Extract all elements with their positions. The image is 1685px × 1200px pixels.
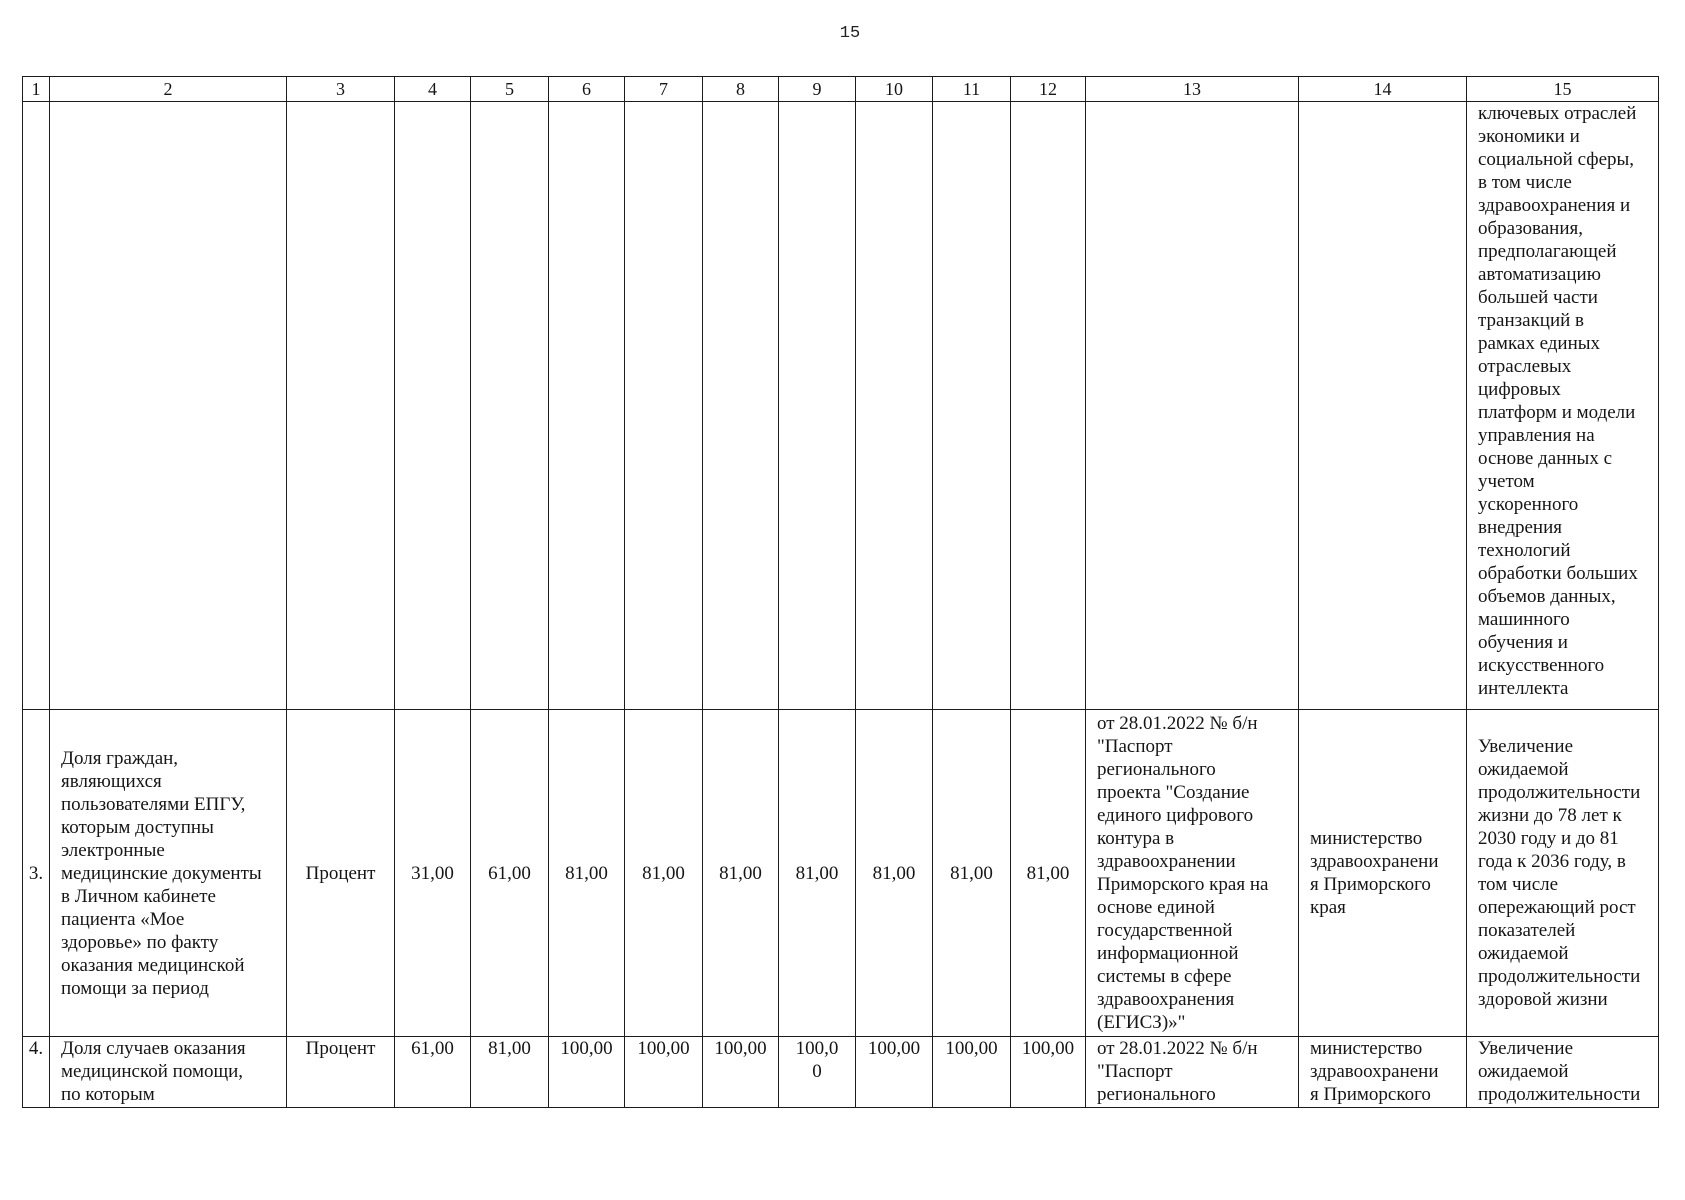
row-3-value-8: 81,00 <box>703 710 779 1037</box>
row-3-number: 3. <box>23 710 50 1037</box>
row-3-unit: Процент <box>287 710 395 1037</box>
header-cell-8: 8 <box>703 77 779 102</box>
row-3-value-6: 81,00 <box>549 710 625 1037</box>
row-3-source-document: от 28.01.2022 № б/н "Паспорт регионального проекта "Создание единого цифрового контура в здравоохранении Приморского края на основе единой государственной информационной системы в сфере здравоохранения (ЕГИСЗ)»" <box>1086 710 1299 1037</box>
row-continued-value-9 <box>779 102 856 710</box>
row-3-value-4: 31,00 <box>395 710 471 1037</box>
header-cell-1: 1 <box>23 77 50 102</box>
row-3-value-10: 81,00 <box>856 710 933 1037</box>
row-continued-value-11 <box>933 102 1011 710</box>
row-continued-value-7 <box>625 102 703 710</box>
header-cell-12: 12 <box>1011 77 1086 102</box>
row-4-value-7: 100,00 <box>625 1037 703 1108</box>
page-number: 15 <box>839 24 861 43</box>
row-4-value-9: 100,0 0 <box>779 1037 856 1108</box>
row-4-number: 4. <box>23 1037 50 1108</box>
header-cell-11: 11 <box>933 77 1011 102</box>
row-4-value-11: 100,00 <box>933 1037 1011 1108</box>
row-continued-responsible <box>1299 102 1467 710</box>
row-continued-unit <box>287 102 395 710</box>
row-4-responsible: министерство здравоохранени я Приморского <box>1299 1037 1467 1108</box>
row-continued-indicator <box>50 102 287 710</box>
header-cell-13: 13 <box>1086 77 1299 102</box>
header-cell-2: 2 <box>50 77 287 102</box>
header-cell-3: 3 <box>287 77 395 102</box>
header-cell-9: 9 <box>779 77 856 102</box>
row-continued-value-4 <box>395 102 471 710</box>
header-cell-5: 5 <box>471 77 549 102</box>
row-3-value-12: 81,00 <box>1011 710 1086 1037</box>
header-row <box>23 77 1659 102</box>
row-3-goal: Увеличение ожидаемой продолжительности жизни до 78 лет к 2030 году и до 81 года к 2036 году, в том числе опережающий рост показателей ожидаемой продолжительности здоровой жизни <box>1467 710 1659 1037</box>
indicators-table <box>22 76 1659 1108</box>
header-cell-6: 6 <box>549 77 625 102</box>
row-4-source-document: от 28.01.2022 № б/н "Паспорт регионального <box>1086 1037 1299 1108</box>
row-3-responsible: министерство здравоохранени я Приморского края <box>1299 710 1467 1037</box>
row-3-value-11: 81,00 <box>933 710 1011 1037</box>
row-continued-value-12 <box>1011 102 1086 710</box>
row-continued-value-6 <box>549 102 625 710</box>
row-3-indicator: Доля граждан, являющихся пользователями ЕПГУ, которым доступны электронные медицинские документы в Личном кабинете пациента «Мое здоровье» по факту оказания медицинской помощи за период <box>50 710 287 1037</box>
row-continued-value-10 <box>856 102 933 710</box>
row-4-goal: Увеличение ожидаемой продолжительности <box>1467 1037 1659 1108</box>
row-4-value-4: 61,00 <box>395 1037 471 1108</box>
table-row-4 <box>23 1037 1659 1108</box>
header-cell-14: 14 <box>1299 77 1467 102</box>
row-4-value-5: 81,00 <box>471 1037 549 1108</box>
row-4-indicator: Доля случаев оказания медицинской помощи, по которым <box>50 1037 287 1108</box>
table-row-3 <box>23 710 1659 1037</box>
row-continued-source-document <box>1086 102 1299 710</box>
row-3-value-5: 61,00 <box>471 710 549 1037</box>
header-cell-7: 7 <box>625 77 703 102</box>
row-continued-value-8 <box>703 102 779 710</box>
header-cell-15: 15 <box>1467 77 1659 102</box>
row-continued-number <box>23 102 50 710</box>
table-row-continued <box>23 102 1659 710</box>
row-4-unit: Процент <box>287 1037 395 1108</box>
row-4-value-12: 100,00 <box>1011 1037 1086 1108</box>
header-cell-10: 10 <box>856 77 933 102</box>
row-4-value-8: 100,00 <box>703 1037 779 1108</box>
row-3-value-9: 81,00 <box>779 710 856 1037</box>
row-4-value-6: 100,00 <box>549 1037 625 1108</box>
row-continued-value-5 <box>471 102 549 710</box>
row-3-value-7: 81,00 <box>625 710 703 1037</box>
header-cell-4: 4 <box>395 77 471 102</box>
row-4-value-10: 100,00 <box>856 1037 933 1108</box>
row-continued-goal: ключевых отраслей экономики и социальной сферы, в том числе здравоохранения и образования, предполагающей автоматизацию большей части транзакций в рамках единых отраслевых цифровых платформ и модели управления на основе данных с учетом ускоренного внедрения технологий обработки больших объемов данных, машинного обучения и искусственного интеллекта <box>1467 102 1659 710</box>
